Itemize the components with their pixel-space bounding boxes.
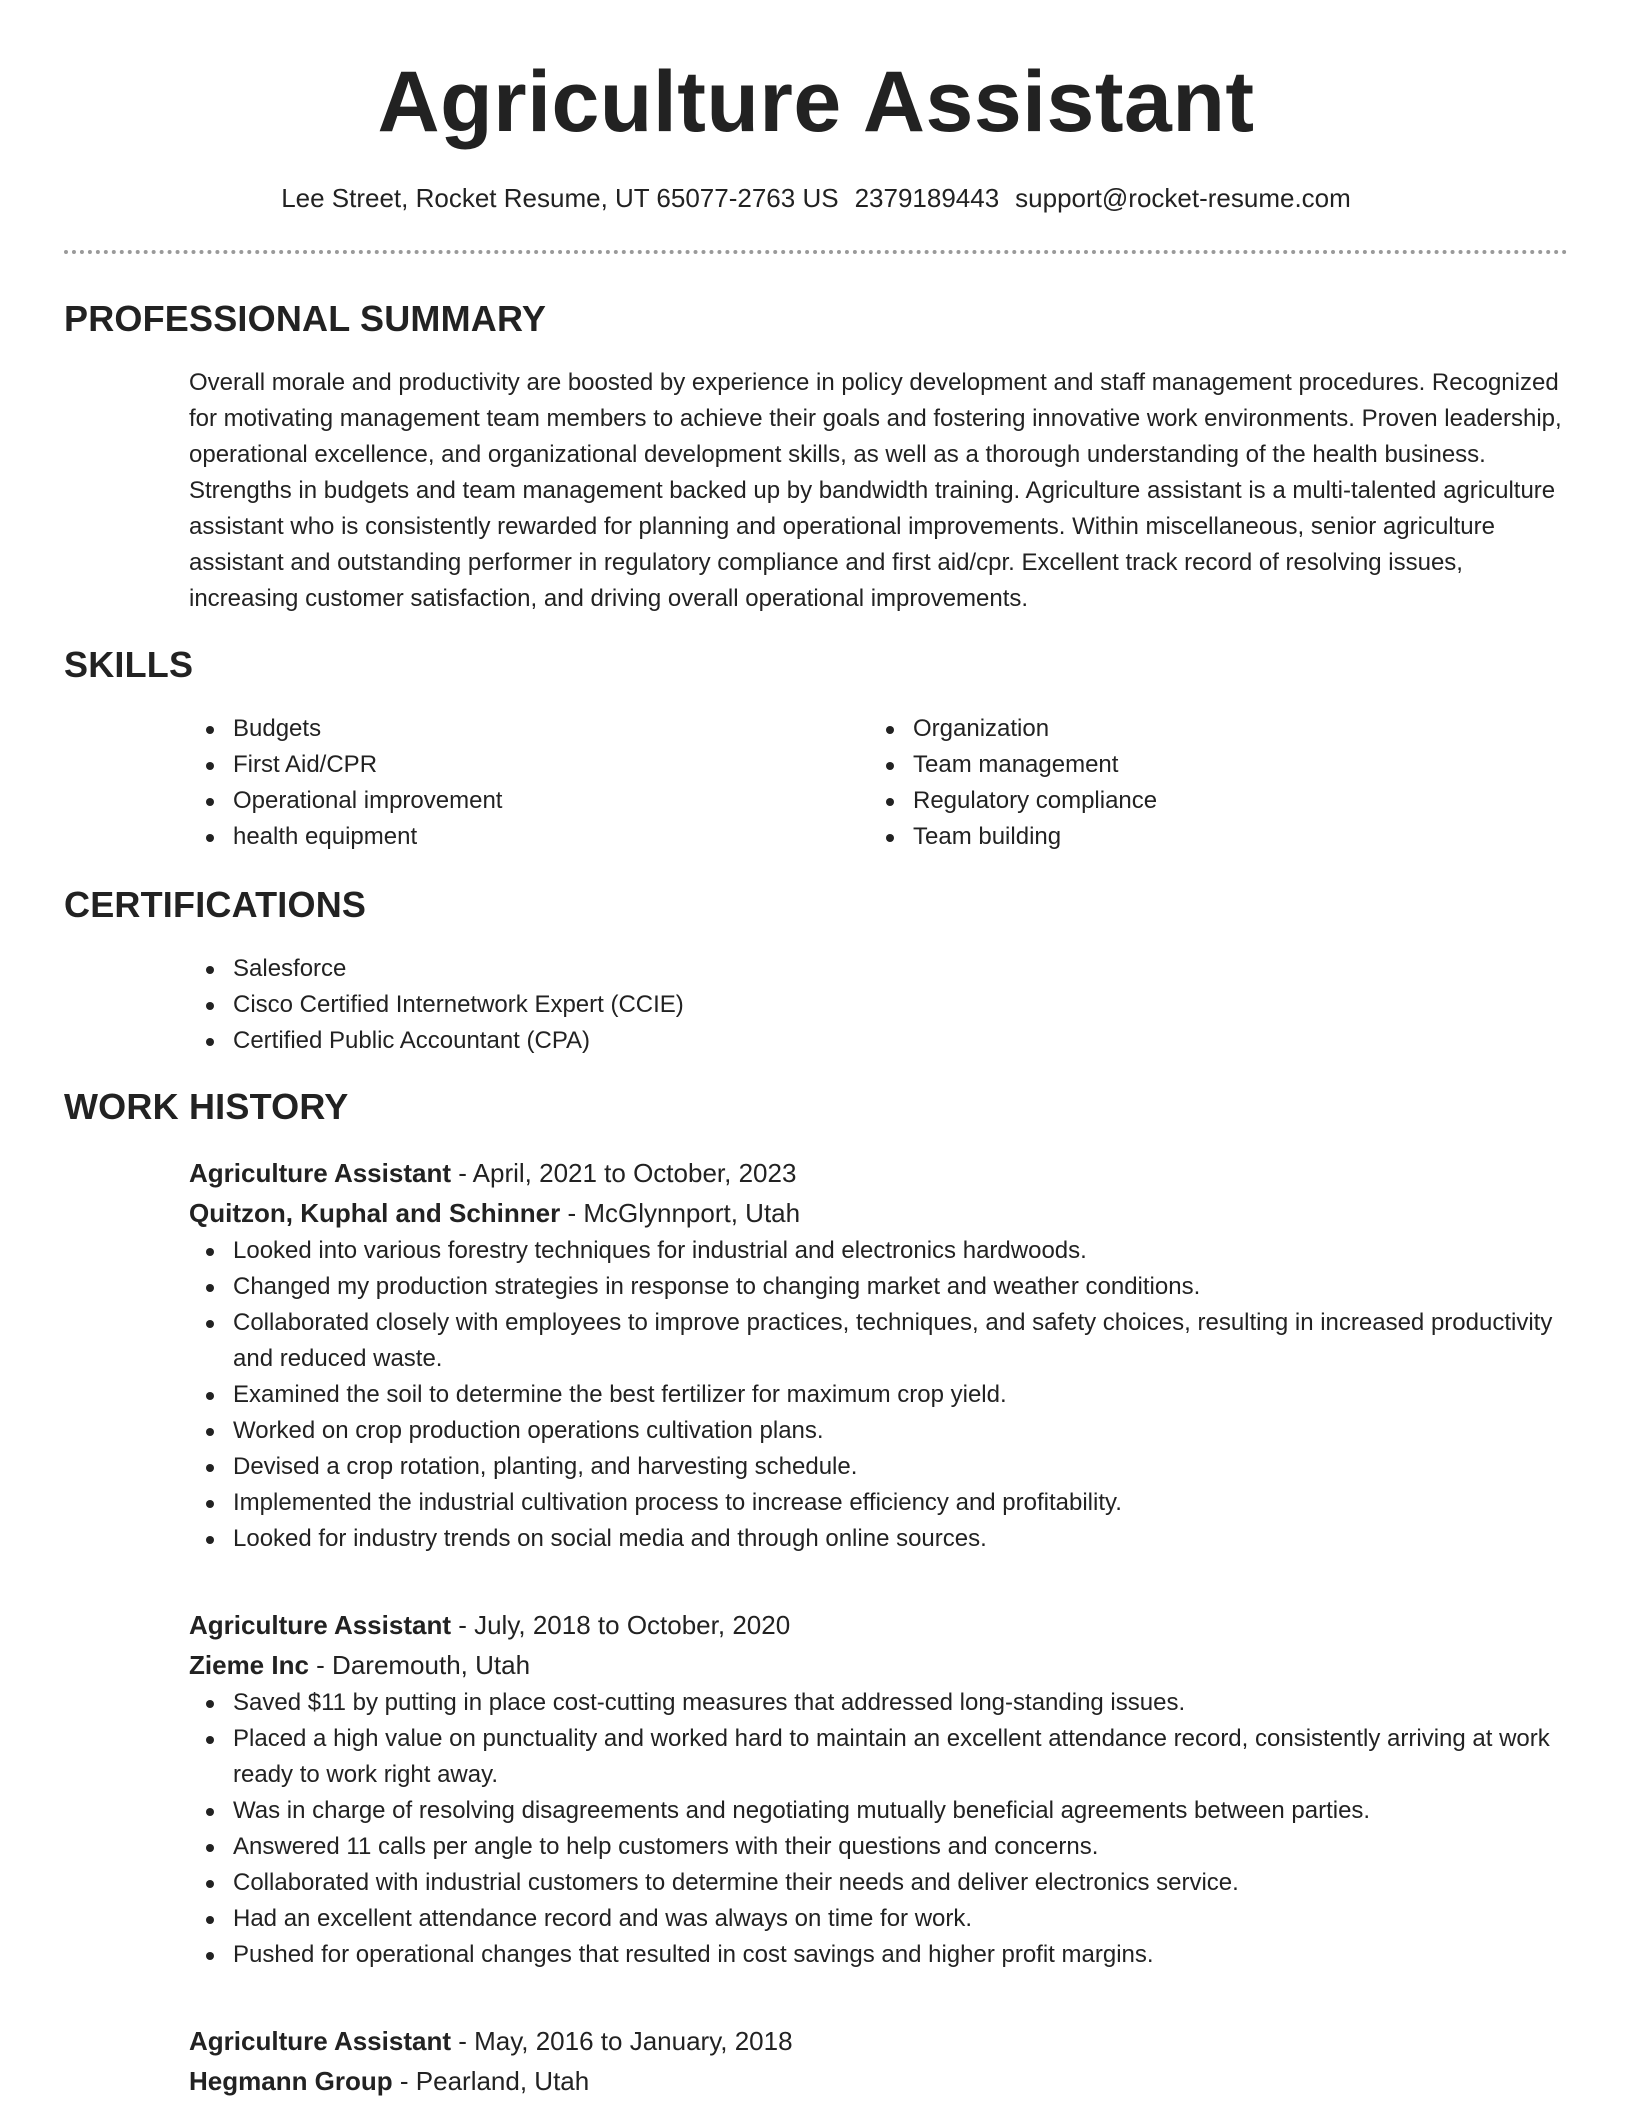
job-title-line: [189, 1153, 1569, 1193]
job-bullet: Answered 11 calls per angle to help customers with their questions and concerns.: [189, 1829, 1569, 1865]
job-bullet: Had an excellent attendance record and was always on time for work.: [189, 1901, 1569, 1937]
job-dates: - April, 2021 to October, 2023: [450, 1158, 797, 1188]
summary-heading: PROFESSIONAL SUMMARY: [64, 298, 547, 339]
job-bullet: Examined the soil to determine the best fertilizer for maximum crop yield.: [189, 1377, 1569, 1413]
job-bullet: Looked into various forestry techniques for industrial and electronics hardwoods.: [189, 1233, 1569, 1269]
job-title: Agriculture Assistant: [189, 1158, 451, 1188]
job-entry: [189, 1605, 1569, 1973]
job-company: Zieme Inc: [189, 1650, 309, 1680]
certification-item: Salesforce: [189, 951, 1569, 987]
certifications-list: [189, 951, 1569, 1059]
contact-line: [0, 181, 1632, 215]
job-bullet: Collaborated with industrial customers to determine their needs and deliver electronics service.: [189, 1865, 1569, 1901]
header-divider: [64, 250, 1568, 254]
skills-heading: SKILLS: [64, 644, 194, 685]
certification-item: Certified Public Accountant (CPA): [189, 1023, 1569, 1059]
job-bullet: Saved $11 by putting in place cost-cutting measures that addressed long-standing issues.: [189, 1685, 1569, 1721]
skill-item: Team building: [869, 819, 1529, 855]
certification-item: Cisco Certified Internetwork Expert (CCIE): [189, 987, 1569, 1023]
job-bullet-list: [189, 1233, 1569, 1557]
job-bullet: Devised a crop rotation, planting, and harvesting schedule.: [189, 1449, 1569, 1485]
skill-item: Operational improvement: [189, 783, 849, 819]
job-dates: - July, 2018 to October, 2020: [450, 1610, 791, 1640]
job-entry: [189, 1153, 1569, 1557]
contact-email[interactable]: support@rocket-resume.com: [1015, 183, 1351, 213]
job-bullet: Looked for industry trends on social media and through online sources.: [189, 1521, 1569, 1557]
job-company-line: [189, 2061, 1569, 2101]
skills-list-left: [189, 711, 849, 855]
summary-text: Overall morale and productivity are boosted by experience in policy development and staff management procedures. Recognized for motivating management team members to achieve their goals and fostering innovative work environments. Proven leadership, operational excellence, and organizational development skills, as well as a thorough understanding of the health business. Strengths in budgets and team management backed up by bandwidth training. Agriculture assistant is a multi-talented agriculture assistant who is consistently rewarded for planning and operational improvements. Within miscellaneous, senior agriculture assistant and outstanding performer in regulatory compliance and first aid/cpr. Excellent track record of resolving issues, increasing customer satisfaction, and driving overall operational improvements.: [189, 369, 1562, 612]
job-bullet: Placed a high value on punctuality and worked hard to maintain an excellent attendance record, consistently arriving at work ready to work right away.: [189, 1721, 1569, 1793]
certifications-heading: CERTIFICATIONS: [64, 884, 367, 925]
job-company-line: [189, 1645, 1569, 1685]
job-title-line: [189, 2021, 1569, 2061]
job-company-line: [189, 1193, 1569, 1233]
job-bullet: Implemented the industrial cultivation process to increase efficiency and profitability.: [189, 1485, 1569, 1521]
job-bullet: Worked on crop production operations cultivation plans.: [189, 1413, 1569, 1449]
skill-item: Budgets: [189, 711, 849, 747]
job-location: - Daremouth, Utah: [308, 1650, 531, 1680]
job-title: Agriculture Assistant: [189, 2026, 451, 2056]
job-entry: [189, 2021, 1569, 2101]
job-title-line: [189, 1605, 1569, 1645]
skill-item: First Aid/CPR: [189, 747, 849, 783]
skills-list-right: [869, 711, 1529, 855]
job-dates: - May, 2016 to January, 2018: [450, 2026, 793, 2056]
job-company: Quitzon, Kuphal and Schinner: [189, 1198, 561, 1228]
job-bullet: Collaborated closely with employees to improve practices, techniques, and safety choices, resulting in increased productivity and reduced waste.: [189, 1305, 1569, 1377]
skill-item: Team management: [869, 747, 1529, 783]
job-location: - McGlynnport, Utah: [560, 1198, 801, 1228]
skill-item: health equipment: [189, 819, 849, 855]
contact-phone: 2379189443: [854, 183, 1000, 213]
skill-item: Regulatory compliance: [869, 783, 1529, 819]
job-bullet-list: [189, 1685, 1569, 1973]
candidate-name: Agriculture Assistant: [377, 54, 1255, 150]
job-bullet: Changed my production strategies in response to changing market and weather conditions.: [189, 1269, 1569, 1305]
skill-item: Organization: [869, 711, 1529, 747]
contact-address: Lee Street, Rocket Resume, UT 65077-2763 US: [281, 183, 839, 213]
job-location: - Pearland, Utah: [392, 2066, 590, 2096]
job-bullet: Pushed for operational changes that resulted in cost savings and higher profit margins.: [189, 1937, 1569, 1973]
job-title: Agriculture Assistant: [189, 1610, 451, 1640]
job-bullet: Was in charge of resolving disagreements and negotiating mutually beneficial agreements between parties.: [189, 1793, 1569, 1829]
job-company: Hegmann Group: [189, 2066, 393, 2096]
work-history-heading: WORK HISTORY: [64, 1086, 349, 1127]
